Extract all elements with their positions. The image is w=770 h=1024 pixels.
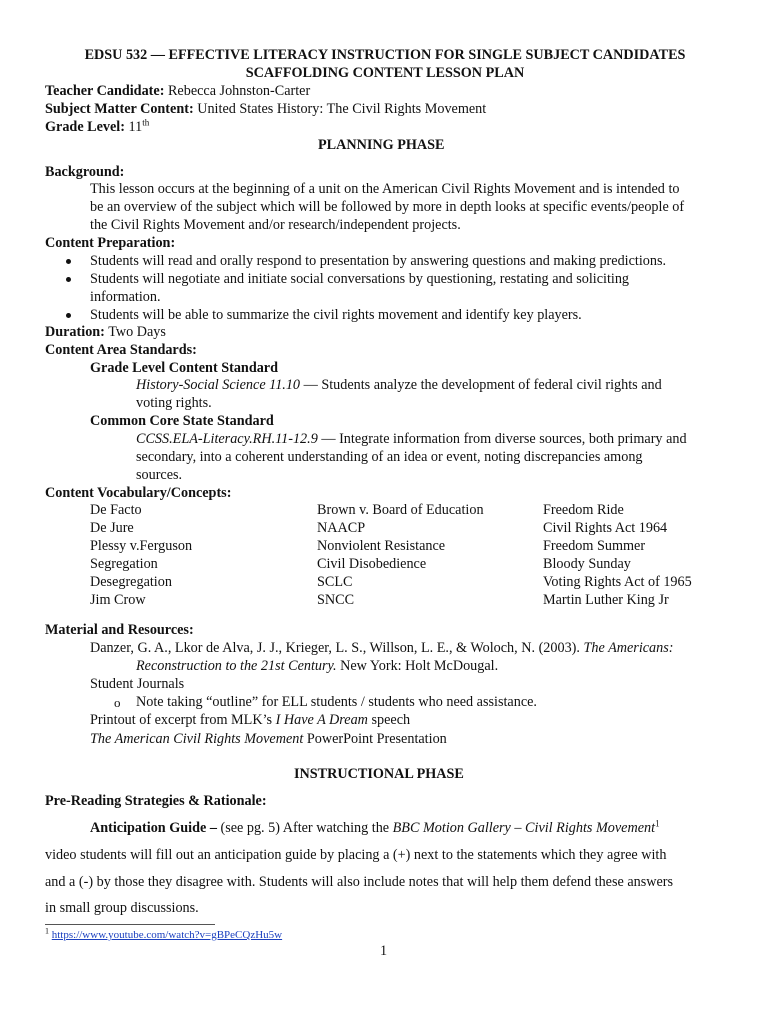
vocab-term: SNCC [317, 592, 355, 608]
teacher-candidate-line [45, 83, 310, 100]
grade-superscript: th [142, 117, 150, 128]
material-sub-item: Note taking “outline” for ELL students / students who need assistance. [136, 694, 537, 710]
citation-title: The Americans: [583, 640, 674, 656]
vocab-term: Civil Rights Act 1964 [543, 520, 668, 536]
materials-label: Material and Resources: [45, 622, 194, 638]
vocab-term: Jim Crow [90, 592, 146, 608]
duration-label: Duration: [45, 324, 105, 340]
instructional-phase-heading: INSTRUCTIONAL PHASE [294, 766, 464, 782]
background-line: the Civil Rights Movement and/or research/independent projects. [90, 217, 461, 233]
subject-line [45, 101, 486, 118]
planning-phase-heading: PLANNING PHASE [318, 137, 445, 153]
vocab-term: Voting Rights Act of 1965 [543, 574, 692, 590]
content-prep-label: Content Preparation: [45, 235, 176, 251]
cc-standard-label: Common Core State Standard [90, 413, 274, 429]
vocab-term: Brown v. Board of Education [317, 502, 484, 518]
citation-authors: Danzer, G. A., Lkor de Alva, J. J., Krieger, L. S., Willson, L. E., & Woloch, N. (2003). [90, 640, 584, 656]
grade-label: Grade Level: [45, 119, 125, 135]
grade-standard-line [136, 377, 662, 394]
vocab-label: Content Vocabulary/Concepts: [45, 485, 232, 501]
footnote-link[interactable]: https://www.youtube.com/watch?v=gBPeCQzHu5w [51, 929, 283, 941]
material-item [90, 731, 447, 748]
cc-standard-text: — Integrate information from diverse sources, both primary and [317, 431, 687, 447]
content-prep-item: Students will negotiate and initiate social conversations by questioning, restating and soliciting [90, 271, 630, 287]
grade-line [45, 119, 149, 136]
vocab-term: De Jure [90, 520, 134, 536]
cc-standard-text-cont: secondary, into a coherent understanding of an idea or event, noting discrepancies among [136, 449, 643, 465]
material-item: Student Journals [90, 676, 185, 692]
footnote [45, 928, 282, 942]
anticipation-source: BBC Motion Gallery – Civil Rights Movement [392, 820, 656, 836]
vocab-term: Desegregation [90, 574, 172, 590]
subject-label: Subject Matter Content: [45, 101, 194, 117]
grade-standard-text-cont: voting rights. [136, 395, 212, 411]
background-label: Background: [45, 164, 125, 180]
bullet-dot-icon [66, 277, 71, 282]
vocab-term: SCLC [317, 574, 353, 590]
paragraph-line: in small group discussions. [45, 900, 199, 916]
cc-standard-line [136, 431, 687, 448]
cc-standard-text-cont: sources. [136, 467, 183, 483]
background-line: be an overview of the subject which will be followed by more in depth looks at specific events/people of [90, 199, 685, 215]
citation-publisher: New York: Holt McDougal. [336, 658, 499, 674]
background-line: This lesson occurs at the beginning of a unit on the American Civil Rights Movement and is intended to [90, 181, 680, 197]
vocab-term: Civil Disobedience [317, 556, 427, 572]
grade-standard-text: — Students analyze the development of federal civil rights and [300, 377, 662, 393]
footnote-ref[interactable]: 1 [655, 818, 660, 829]
duration-value: Two Days [104, 324, 166, 340]
material-presentation-title: The American Civil Rights Movement [90, 731, 304, 747]
document-title-line1: EDSU 532 — EFFECTIVE LITERACY INSTRUCTION FOR SINGLE SUBJECT CANDIDATES [84, 47, 686, 63]
prereading-label: Pre-Reading Strategies & Rationale: [45, 793, 267, 809]
cc-standard-code: CCSS.ELA-Literacy.RH.11-12.9 [136, 431, 318, 447]
content-prep-item-continued: information. [90, 289, 161, 305]
material-item [90, 712, 410, 729]
vocab-term: Bloody Sunday [543, 556, 631, 572]
vocab-term: Martin Luther King Jr [543, 592, 669, 608]
teacher-value: Rebecca Johnston-Carter [164, 83, 311, 99]
paragraph-line: video students will fill out an anticipation guide by placing a (+) next to the statements which they agree with [45, 847, 667, 863]
material-text: Printout of excerpt from MLK’s [90, 712, 276, 728]
content-prep-item: Students will read and orally respond to presentation by answering questions and making predictions. [90, 253, 667, 269]
sub-bullet-icon: o [114, 695, 121, 710]
material-text: PowerPoint Presentation [303, 731, 447, 747]
paragraph-line: and a (-) by those they disagree with. Students will also include notes that will help them defend these answers [45, 874, 674, 890]
vocab-term: Segregation [90, 556, 158, 572]
material-citation-line1 [90, 640, 674, 657]
citation-title-cont: Reconstruction to the 21st Century. [136, 658, 337, 674]
material-citation-line2 [136, 658, 498, 675]
vocab-term: Plessy v.Ferguson [90, 538, 193, 554]
content-prep-item: Students will be able to summarize the civil rights movement and identify key players. [90, 307, 582, 323]
vocab-term: Freedom Ride [543, 502, 624, 518]
teacher-label: Teacher Candidate: [45, 83, 165, 99]
anticipation-text: (see pg. 5) After watching the [216, 820, 393, 836]
anticipation-label: Anticipation Guide – [90, 820, 217, 836]
vocab-term: Freedom Summer [543, 538, 646, 554]
document-title-line2: SCAFFOLDING CONTENT LESSON PLAN [245, 65, 525, 81]
standards-label: Content Area Standards: [45, 342, 197, 358]
material-text: speech [367, 712, 411, 728]
grade-standard-code: History-Social Science 11.10 [136, 377, 301, 393]
bullet-dot-icon [66, 313, 71, 318]
material-speech-title: I Have A Dream [275, 712, 368, 728]
vocab-term: De Facto [90, 502, 142, 518]
grade-standard-label: Grade Level Content Standard [90, 360, 278, 376]
grade-value: 11 [124, 119, 143, 135]
vocab-term: Nonviolent Resistance [317, 538, 446, 554]
duration-line [45, 324, 166, 341]
anticipation-line [90, 820, 660, 837]
page-number: 1 [380, 943, 388, 959]
footnote-number: 1 [45, 926, 49, 936]
bullet-dot-icon [66, 259, 71, 264]
footnote-separator [45, 924, 215, 925]
subject-value: United States History: The Civil Rights Movement [193, 101, 487, 117]
vocab-term: NAACP [317, 520, 366, 536]
